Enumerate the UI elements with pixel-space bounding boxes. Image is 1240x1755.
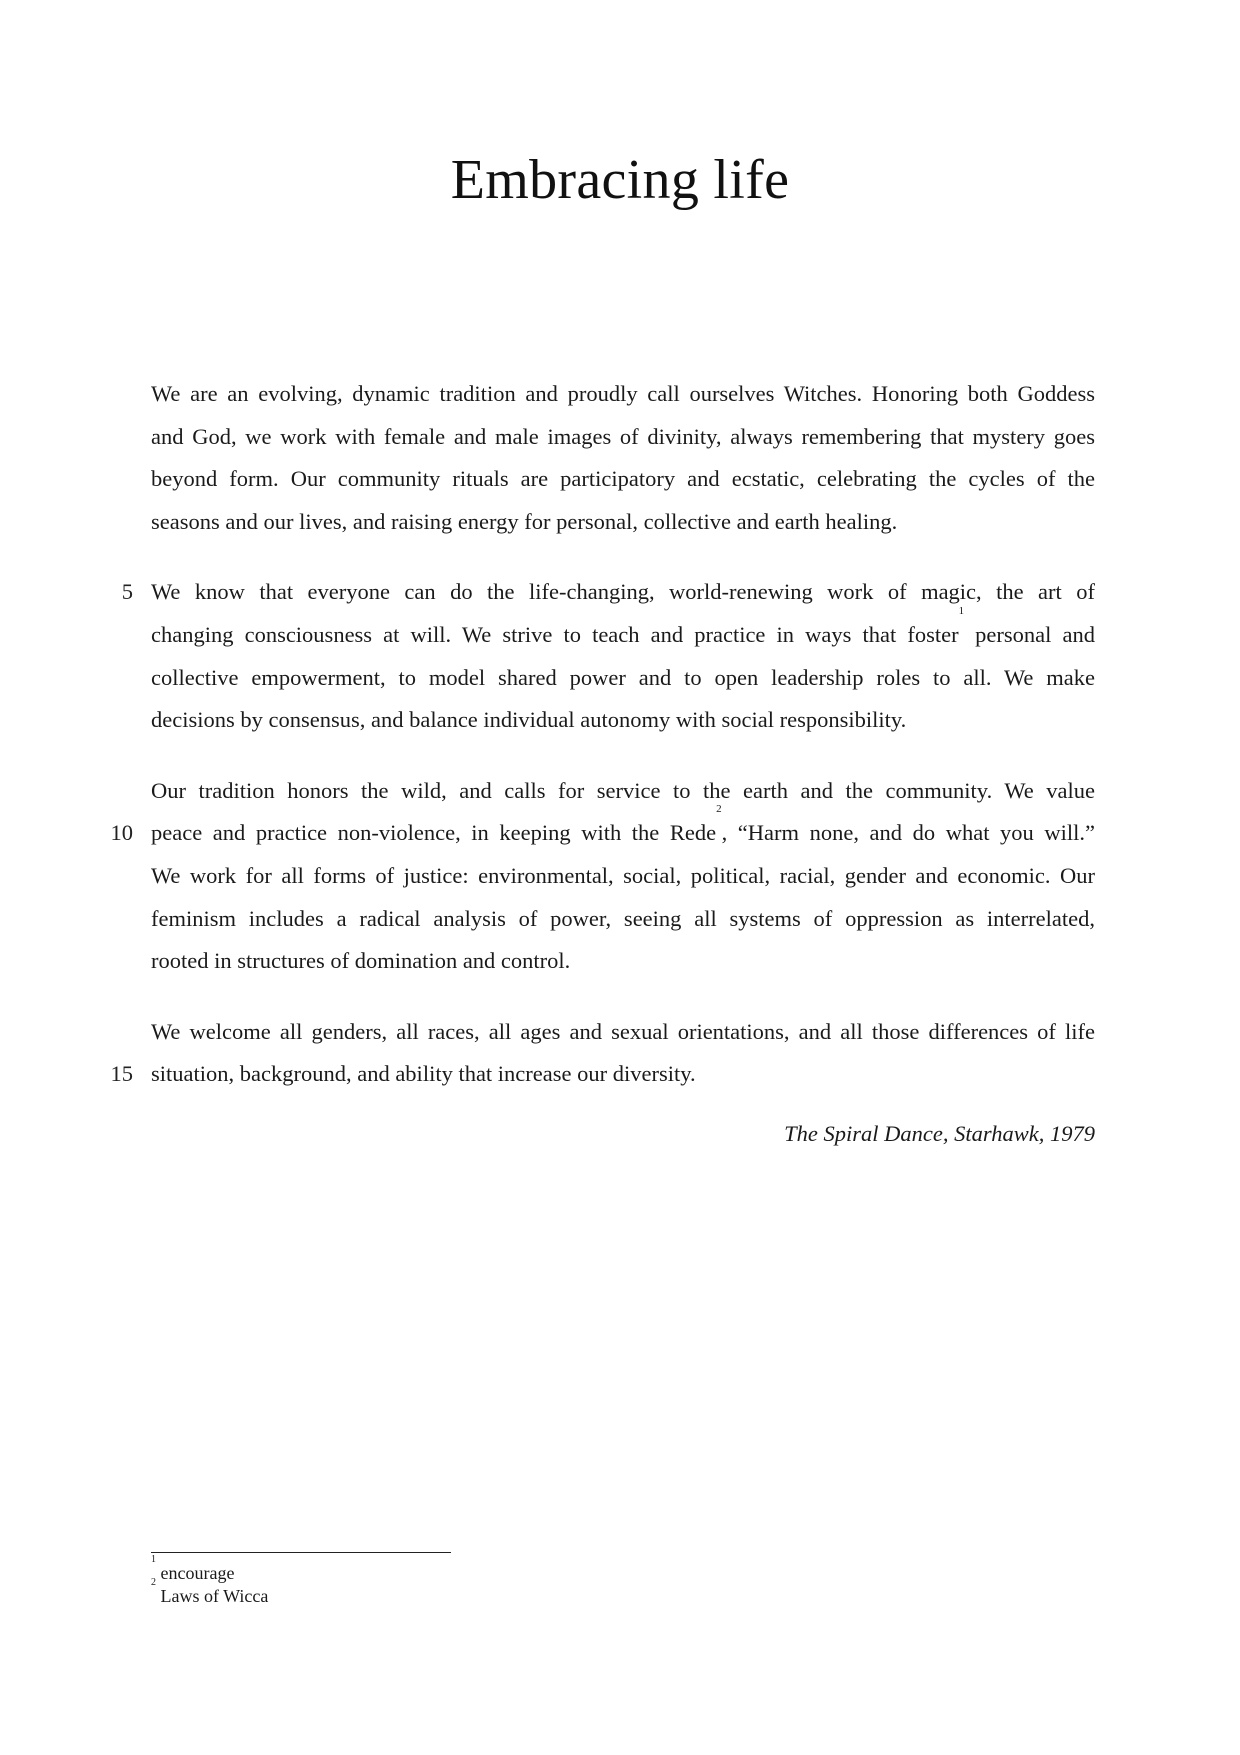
text-line (110, 1053, 1095, 1096)
line-text: collective empowerment, to model shared power and to open leadership roles to all. We make (151, 664, 1095, 690)
line-text (151, 803, 1095, 855)
paragraph-1 (151, 373, 1095, 543)
footnote-1 (151, 1554, 268, 1585)
text-line (121, 571, 1095, 614)
line-number: 15 (110, 1061, 133, 1087)
line-text: decisions by consensus, and balance individual autonomy with social responsibility. (151, 707, 907, 733)
line-text (151, 604, 1095, 657)
paragraph-3 (110, 770, 1095, 983)
line-text: We are an evolving, dynamic tradition and proudly call ourselves Witches. Honoring both Goddess (151, 381, 1095, 406)
text-line (151, 458, 1095, 501)
line-text: We know that everyone can do the life-changing, world-renewing work of magic, the art of (151, 579, 1095, 605)
footnote-mark: 2 (151, 1577, 156, 1588)
text-line (151, 501, 1095, 544)
text-line (151, 940, 1095, 983)
line-text: and God, we work with female and male images of divinity, always remembering that mystery goes (151, 423, 1095, 449)
line-number: 10 (110, 820, 133, 846)
text-line (110, 803, 1095, 855)
line-text: situation, background, and ability that increase our diversity. (151, 1061, 696, 1087)
line-text-after-footnote: personal and (964, 621, 1095, 647)
footnote-divider (151, 1552, 451, 1553)
paragraph-4 (110, 1011, 1095, 1096)
footnote-ref-2: 2 (716, 803, 722, 816)
text-line (151, 604, 1095, 657)
line-text: We work for all forms of justice: environmental, social, political, racial, gender and economic. Our (151, 862, 1095, 888)
line-text-before-footnote: peace and practice non-violence, in keeping with the Rede (151, 820, 717, 846)
text-line (151, 770, 1095, 816)
text-line (151, 898, 1095, 941)
footnote-ref-1: 1 (958, 604, 965, 617)
page-title: Embracing life (450, 149, 790, 211)
text-line (151, 373, 1095, 416)
text-line (151, 699, 1095, 742)
line-text: feminism includes a radical analysis of power, seeing all systems of oppression as interrelated, (151, 905, 1095, 931)
line-text-before-footnote: changing consciousness at will. We strive to teach and practice in ways that foster (151, 621, 959, 647)
text-line (151, 416, 1095, 459)
body-text (110, 373, 1095, 1124)
paragraph-2 (121, 571, 1095, 741)
footnote-mark: 1 (151, 1554, 156, 1565)
line-text: We welcome all genders, all races, all ages and sexual orientations, and all those differences of life (151, 1018, 1095, 1044)
citation: The Spiral Dance, Starhawk, 1979 (784, 1121, 1095, 1146)
footnote-2 (151, 1577, 269, 1608)
footnote-text: Laws of Wicca (160, 1586, 269, 1606)
footnotes (151, 1554, 269, 1608)
line-text: rooted in structures of domination and control. (151, 948, 571, 974)
text-line (151, 1011, 1095, 1054)
line-text: Our tradition honors the wild, and calls for service to the earth and the community. We value (151, 777, 1095, 803)
footnote-text: encourage (160, 1563, 235, 1583)
line-text: seasons and our lives, and raising energy for personal, collective and earth healing. (151, 508, 898, 534)
line-number: 5 (121, 579, 133, 605)
line-text-after-footnote: , “Harm none, and do what you will.” (721, 820, 1095, 846)
text-line (151, 657, 1095, 700)
text-line (151, 855, 1095, 898)
line-text: beyond form. Our community rituals are participatory and ecstatic, celebrating the cycles of the (151, 466, 1095, 492)
